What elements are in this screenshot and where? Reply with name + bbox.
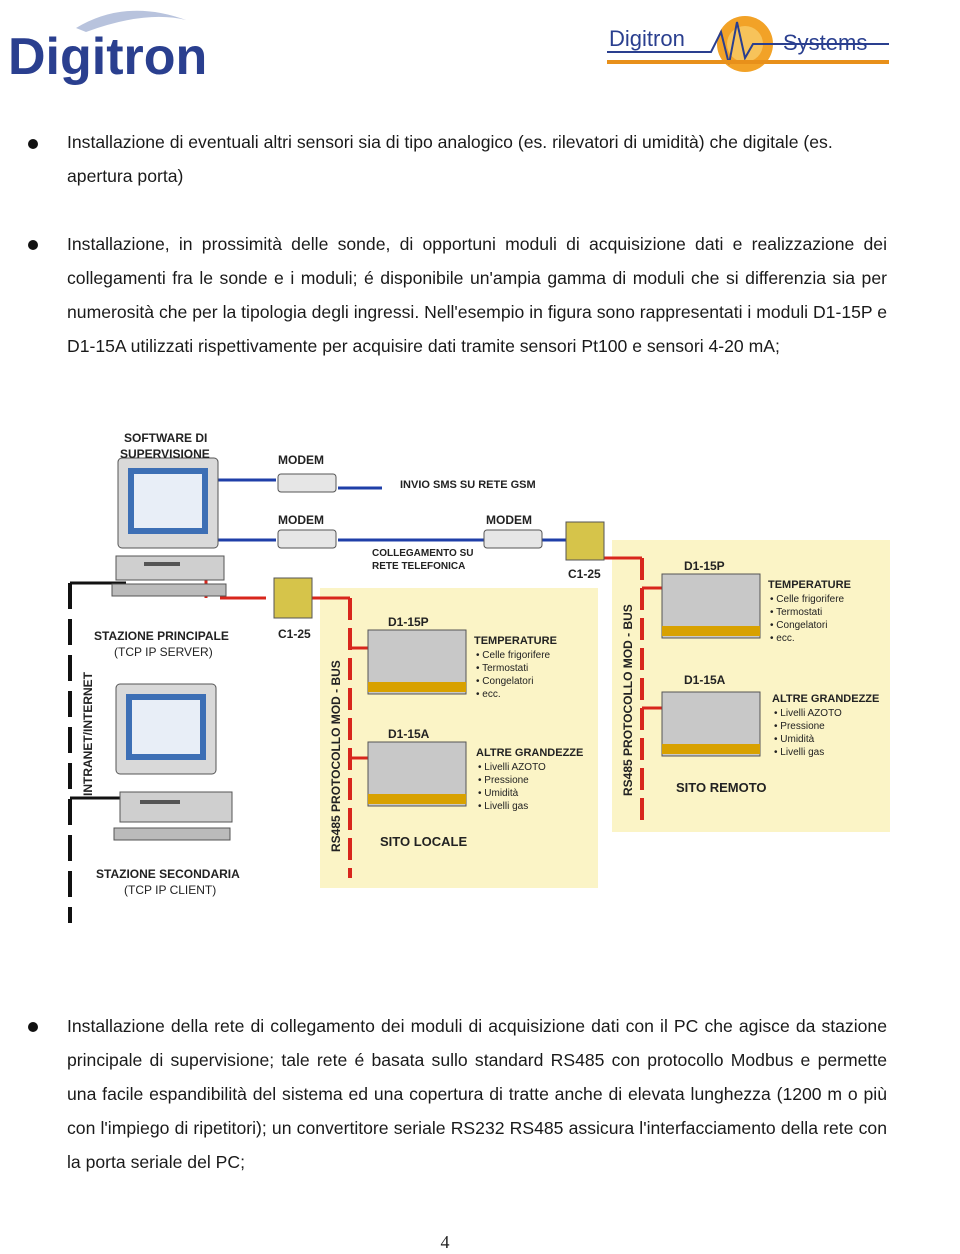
- altre-local-item: • Livelli AZOTO: [478, 762, 546, 773]
- converter-c125-icon: [566, 522, 604, 560]
- altre-remote-item: • Livelli gas: [774, 747, 825, 758]
- altre-remote-item: • Livelli AZOTO: [774, 708, 842, 719]
- rs485-remote-label: RS485 PROTOCOLLO MOD - BUS: [621, 604, 635, 796]
- bullet-dot: [28, 1022, 38, 1032]
- collegamento-label-1: COLLEGAMENTO SU: [372, 548, 474, 559]
- bullet-paragraph-1: Installazione di eventuali altri sensori sia di tipo analogico (es. rilevatori di umidità) che digitale (es. apertura porta): [67, 132, 833, 186]
- modem-icon: [278, 474, 336, 492]
- altre-local-item: • Pressione: [478, 775, 529, 786]
- temp-remote-item: • Celle frigorifere: [770, 594, 845, 605]
- converter-c125-icon: [274, 578, 312, 618]
- sito-locale-label: SITO LOCALE: [380, 834, 468, 849]
- altre-local-item: • Livelli gas: [478, 801, 529, 812]
- bullet-dot: [28, 240, 38, 250]
- temp-remote-item: • Termostati: [770, 607, 823, 618]
- altre-local-item: • Umidità: [478, 788, 519, 799]
- module-d115a-local-icon: [368, 742, 466, 806]
- modem-top-label: MODEM: [278, 453, 324, 467]
- altre-remote-title: ALTRE GRANDEZZE: [772, 693, 880, 705]
- c125-right-label: C1-25: [568, 567, 601, 581]
- bullet-paragraph-3: Installazione della rete di collegamento dei moduli di acquisizione dati con il PC che agisce da stazione principale di supervisione; tale rete é basata sullo standard RS485 con protocollo Modbus e permette una facile espandibilità del sistema ed una copertura di tratte anche di elevata lunghezza (1200 m o più con l'impiego di ripetitori); un convertitore seriale RS232 RS485 assicura l'interfacciamento della rete con la porta seriale del PC;: [67, 1016, 887, 1172]
- software-label-2: SUPERVISIONE: [120, 447, 210, 461]
- d115a-local-label: D1-15A: [388, 727, 430, 741]
- digitron-systems-logo: [603, 14, 893, 76]
- pc-main-icon: [112, 458, 226, 596]
- temp-local-item: • Congelatori: [476, 676, 534, 687]
- software-label-1: SOFTWARE DI: [124, 431, 208, 445]
- temp-remote-item: • Congelatori: [770, 620, 828, 631]
- modem-mid-label: MODEM: [278, 513, 324, 527]
- d115p-remote-label: D1-15P: [684, 559, 725, 573]
- rs485-local-label: RS485 PROTOCOLLO MOD - BUS: [329, 660, 343, 852]
- logo-right-text-a: Digitron: [609, 26, 685, 51]
- d115p-local-label: D1-15P: [388, 615, 429, 629]
- sms-label: INVIO SMS SU RETE GSM: [400, 479, 536, 491]
- staz-sec-label-2: (TCP IP CLIENT): [124, 883, 217, 897]
- module-d115p-remote-icon: [662, 574, 760, 638]
- temp-local-item: • ecc.: [476, 689, 501, 700]
- modem-icon: [484, 530, 542, 548]
- bullet-dot: [28, 139, 38, 149]
- temp-remote-title: TEMPERATURE: [768, 579, 851, 591]
- digitron-logo: [6, 6, 206, 86]
- modem-right-label: MODEM: [486, 513, 532, 527]
- staz-princ-label-2: (TCP IP SERVER): [114, 645, 213, 659]
- sito-remoto-label: SITO REMOTO: [676, 780, 767, 795]
- c125-left-label: C1-25: [278, 627, 311, 641]
- bullet-paragraph-2: Installazione, in prossimità delle sonde, di opportuni moduli di acquisizione dati e realizzazione dei collegamenti fra le sonde e i moduli; é disponibile un'ampia gamma di moduli che si differenzia sia per numerosità che per la tipologia degli ingressi. Nell'esempio in figura sono rappresentati i moduli D1-15P e D1-15A utilizzati rispettivamente per acquisire dati tramite sensori Pt100 e sensori 4-20 mA;: [67, 234, 887, 356]
- temp-remote-item: • ecc.: [770, 633, 795, 644]
- altre-remote-item: • Pressione: [774, 721, 825, 732]
- temp-local-title: TEMPERATURE: [474, 635, 557, 647]
- staz-princ-label-1: STAZIONE PRINCIPALE: [94, 629, 229, 643]
- staz-sec-label-1: STAZIONE SECONDARIA: [96, 867, 240, 881]
- temp-local-item: • Termostati: [476, 663, 529, 674]
- network-diagram: [56, 418, 904, 938]
- intranet-label: INTRANET/INTERNET: [81, 672, 95, 796]
- d115a-remote-label: D1-15A: [684, 673, 726, 687]
- logo-left-text: Digitron: [8, 28, 206, 86]
- page-number: 4: [440, 1232, 450, 1252]
- collegamento-label-2: RETE TELEFONICA: [372, 561, 466, 572]
- altre-remote-item: • Umidità: [774, 734, 815, 745]
- logo-right-text-b: Systems: [783, 30, 868, 55]
- module-d115p-local-icon: [368, 630, 466, 694]
- modem-icon: [278, 530, 336, 548]
- pc-secondary-icon: [114, 684, 232, 840]
- temp-local-item: • Celle frigorifere: [476, 650, 551, 661]
- module-d115a-remote-icon: [662, 692, 760, 756]
- altre-local-title: ALTRE GRANDEZZE: [476, 747, 584, 759]
